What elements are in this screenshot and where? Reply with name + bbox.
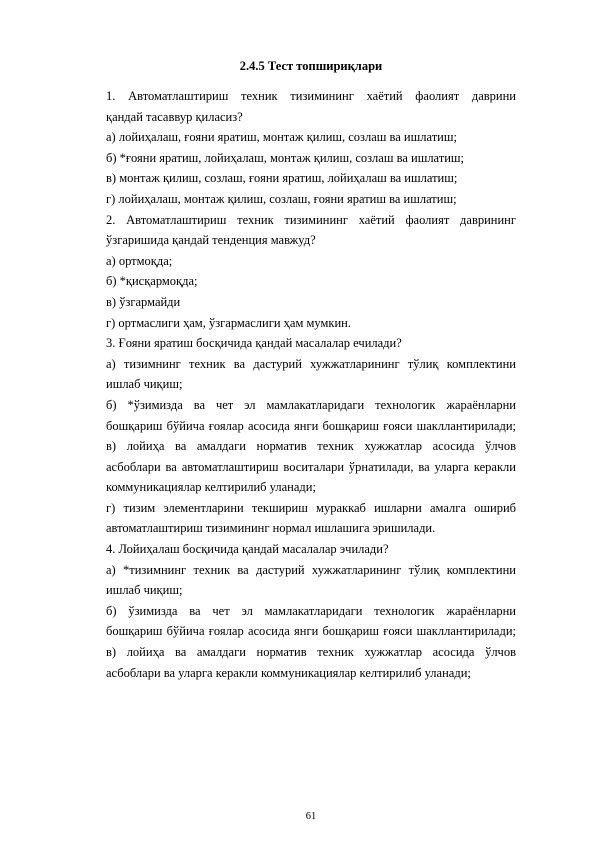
page-number: 61 — [305, 811, 317, 822]
text-line: а) тизимнинг техник ва дастурий хужжатларининг тўлиқ комплектини — [106, 356, 516, 371]
text-line: а) *тизимнинг техник ва дастурий хужжатларининг тўлиқ комплектини — [106, 562, 516, 577]
text-line: в) лойиҳа ва амалдаги норматив техник хужжатлар асосида ўлчов — [106, 645, 516, 660]
text-line: б) ўзимизда ва чет эл мамлакатларидаги технологик жараёнларни — [106, 603, 516, 618]
document-page — [106, 0, 516, 842]
text-line: а) ортмоқда; — [106, 253, 173, 268]
section-title: 2.4.5 Тест топшириқлари — [239, 59, 383, 73]
text-line: б) *ўзимизда ва чет эл мамлакатларидаги технологик жараёнларни — [106, 397, 516, 412]
text-line: г) тизим элементларини текшириш мураккаб ишларни амалга ошириб — [106, 500, 516, 515]
text-line: коммуникациялар келтирилиб уланади; — [106, 480, 316, 495]
text-line: в) ўзгармайди — [106, 294, 181, 309]
text-line: в) монтаж қилиш, созлаш, ғояни яратиш, лойиҳалаш ва ишлатиш; — [106, 171, 458, 186]
text-line: 2. Автоматлаштириш техник тизимининг хаётий фаолият даврининг — [106, 212, 516, 227]
text-line: б) *қисқармоқда; — [106, 274, 198, 289]
text-line: г) лойиҳалаш, монтаж қилиш, созлаш, ғояни яратиш ва ишлатиш; — [106, 191, 457, 206]
document-body — [106, 86, 516, 683]
text-line: қандай тасаввур қиласиз? — [106, 109, 243, 124]
text-line: г) ортмаслиги ҳам, ўзгармаслиги ҳам мумкин. — [106, 315, 351, 330]
text-line: ишлаб чиқиш; — [106, 377, 183, 392]
text-line: 3. Ғояни яратиш босқичида қандай масалалар ечилади? — [106, 336, 402, 351]
text-line: асбоблари ва уларга керакли коммуникациялар келтирилиб уланади; — [106, 665, 471, 680]
text-line: 1. Автоматлаштириш техник тизимининг хаётий фаолият даврини — [106, 89, 516, 103]
text-line: автоматлаштириш тизимининг нормал ишлашига эришилади. — [106, 521, 436, 536]
text-line: б) *ғояни яратиш, лойиҳалаш, монтаж қилиш, созлаш ва ишлатиш; — [106, 150, 465, 165]
text-line: 4. Лойиҳалаш босқичида қандай масалалар эчилади? — [106, 542, 389, 557]
text-line: бошқариш бўйича ғоялар асосида янги бошқариш ғояси шакллантирилади; — [106, 418, 516, 433]
text-line: ишлаб чиқиш; — [106, 583, 183, 598]
text-line: ўзгаришида қандай тенденция мавжуд? — [106, 233, 316, 248]
text-line: а) лойиҳалаш, ғояни яратиш, монтаж қилиш, созлаш ва ишлатиш; — [106, 130, 457, 145]
text-line: бошқариш бўйича ғоялар асосида янги бошқариш ғояси шакллантирилади; — [106, 624, 516, 639]
text-line: в) лойиҳа ва амалдаги норматив техник хужжатлар асосида ўлчов — [106, 439, 516, 454]
text-line: асбоблари ва автоматлаштириш воситалари ўрнатилади, ва уларга керакли — [106, 459, 516, 474]
